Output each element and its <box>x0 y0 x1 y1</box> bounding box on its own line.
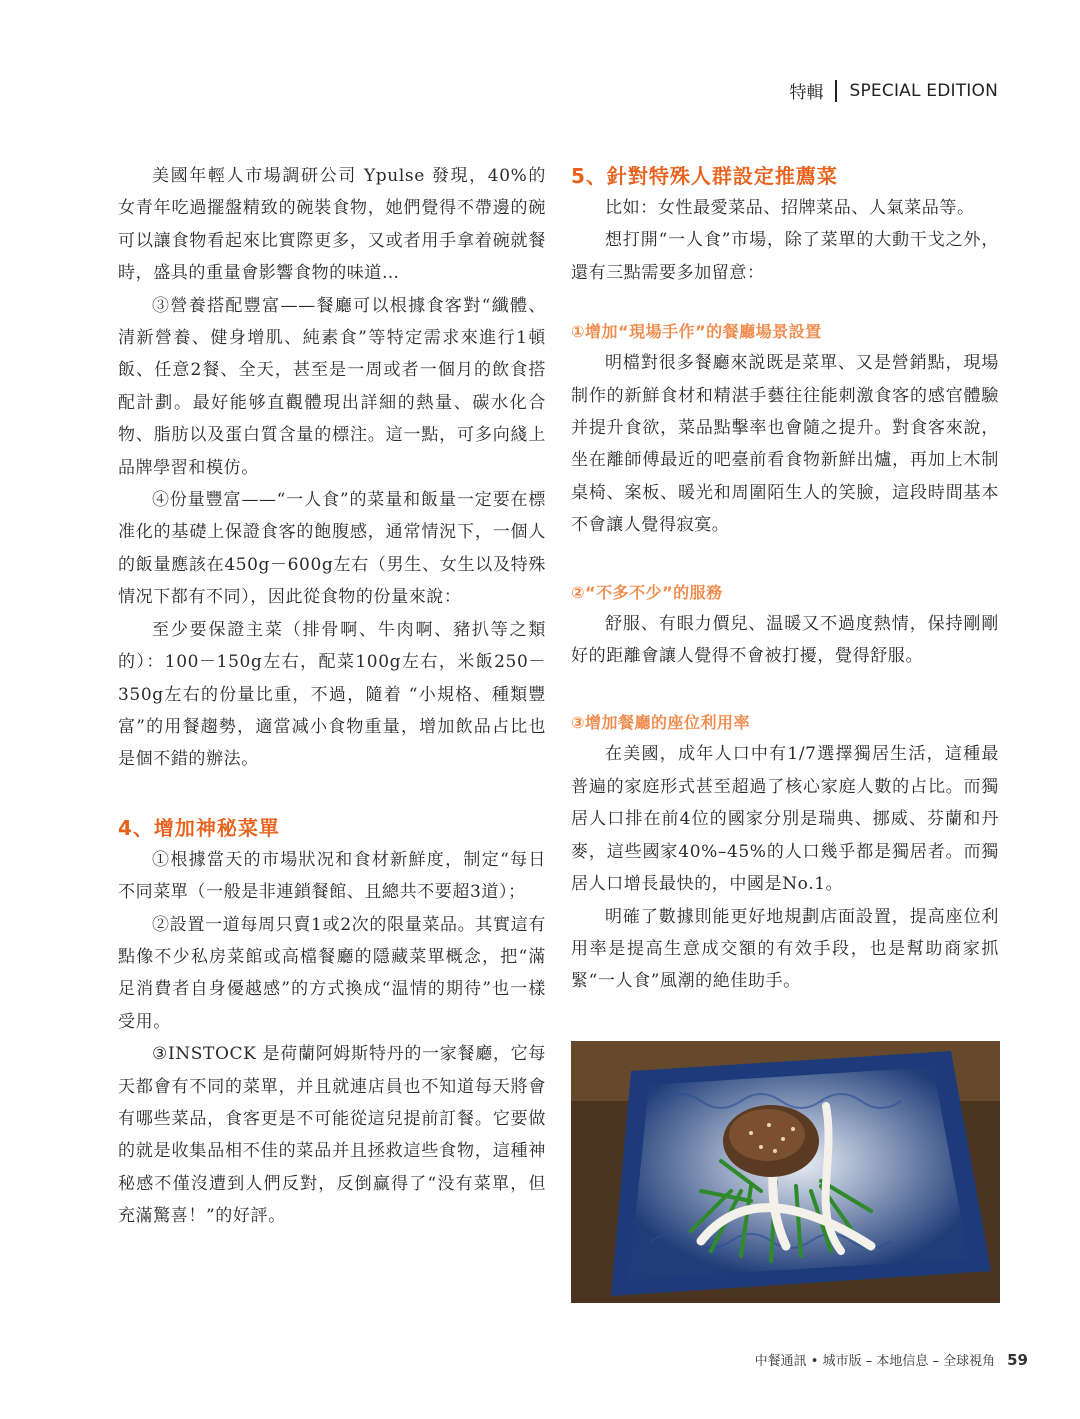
paragraph: 比如：女性最愛菜品、招牌菜品、人氣菜品等。 <box>605 198 975 218</box>
spacer <box>571 289 999 317</box>
paragraph: 明檔對很多餐廳來説既是菜單、又是營銷點，現場制作的新鮮食材和精湛手藝往往能刺激食客的感官體驗并提升食欲，菜品點擊率也會隨之提升。對食客來說，坐在離師傅最近的吧臺前看食物新鮮出爐，再加上木制桌椅、案板、暖光和周圍陌生人的笑臉，這段時間基本不會讓人覺得寂寞。 <box>571 353 999 536</box>
spacer <box>118 776 546 812</box>
paragraph: 美國年輕人市場調研公司 Ypulse 發現，40%的女青年吃過擺盤精致的碗裝食物，她們覺得不帶邊的碗可以讓食物看起來比實際更多，又或者用手拿着碗就餐時，盛具的重量會影響食物的味道… <box>118 166 546 284</box>
header-divider <box>835 80 837 102</box>
paragraph: ④份量豐富——“一人食”的菜量和飯量一定要在標准化的基礎上保證食客的飽腹感，通常情況下，一個人的飯量應該在450g－600g左右（男生、女生以及特殊情况下都有不同），因此從食物的份量來說： <box>118 490 546 608</box>
paragraph: 在美國，成年人口中有1/7選擇獨居生活，這種最普遍的家庭形式甚至超過了核心家庭人數的占比。而獨居人口排在前4位的國家分別是瑞典、挪威、芬蘭和丹麥，這些國家40%–45%的人口幾乎都是獨居者。而獨居人口增長最快的，中國是No.1。 <box>571 744 999 895</box>
paragraph: ③營養搭配豐富——餐廳可以根據食客對“纖體、清新營養、健身增肌、純素食”等特定需求來進行1頓飯、任意2餐、全天，甚至是一周或者一個月的飲食搭配計劃。最好能够直觀體現出詳細的熱量、碳水化合物、脂肪以及蛋白質含量的標注。這一點，可多向綫上品牌學習和模仿。 <box>118 295 546 478</box>
edition-label: SPECIAL EDITION <box>849 80 998 101</box>
paragraph: 至少要保證主菜（排骨啊、牛肉啊、豬扒等之類的）：100－150g左右，配菜100g左右，米飯250－350g左右的份量比重，不過，隨着 “小規格、種類豐富”的用餐趨勢，適當减小食物重量，增加飲品占比也是個不錯的辦法。 <box>118 619 546 770</box>
food-photo-illustration <box>571 1041 1000 1303</box>
paragraph: ③INSTOCK 是荷蘭阿姆斯特丹的一家餐廳，它每天都會有不同的菜單，并且就連店員也不知道每天將會有哪些菜品，食客更是不可能從這兒提前訂餐。它要做的就是收集品相不佳的菜品并且拯救這些食物，這種神秘感不僅沒遭到人們反對，反倒赢得了“没有菜單，但充滿驚喜！”的好評。 <box>118 1044 546 1227</box>
page-header <box>789 78 998 103</box>
paragraph: 想打開“一人食”市場，除了菜單的大動干戈之外，還有三點需要多加留意： <box>571 230 999 283</box>
section-heading: 4、增加神秘菜單 <box>118 815 280 840</box>
page-number: 59 <box>1007 1351 1028 1369</box>
page-footer <box>755 1350 1028 1369</box>
paragraph: 舒服、有眼力價兒、温暖又不過度熱情，保持剛剛好的距離會讓人覺得不會被打擾，覺得舒服。 <box>571 613 999 667</box>
paragraph: ②設置一道每周只賣1或2次的限量菜品。其實這有點像不少私房菜館或高檔餐廳的隱藏菜單概念，把“滿足消費者自身優越感”的方式換成“温情的期待”也一樣受用。 <box>118 914 546 1032</box>
footer-text: 中餐通訊 • 城市版 – 本地信息 – 全球視角 <box>754 1354 996 1369</box>
subheading: ②“不多不少”的服務 <box>571 582 723 602</box>
paragraph: ①根據當天的市場狀况和食材新鮮度，制定“每日不同菜單（一般是非連鎖餐館、且總共不要超3道）； <box>118 849 546 903</box>
subheading: ①增加“現場手作”的餐廳場景設置 <box>571 322 822 342</box>
right-column <box>571 160 999 998</box>
food-photo <box>571 1041 1000 1303</box>
paragraph: 明確了數據則能更好地規劃店面設置，提高座位利用率是提高生意成交額的有效手段，也是幫助商家抓緊“一人食”風潮的絶佳助手。 <box>571 906 999 992</box>
spacer <box>571 672 999 708</box>
subheading: ③增加餐廳的座位利用率 <box>571 713 751 733</box>
section-heading: 5、針對特殊人群設定推薦菜 <box>571 164 838 188</box>
spacer <box>571 542 999 578</box>
left-column <box>118 160 546 1233</box>
section-label: 特輯 <box>789 83 824 103</box>
